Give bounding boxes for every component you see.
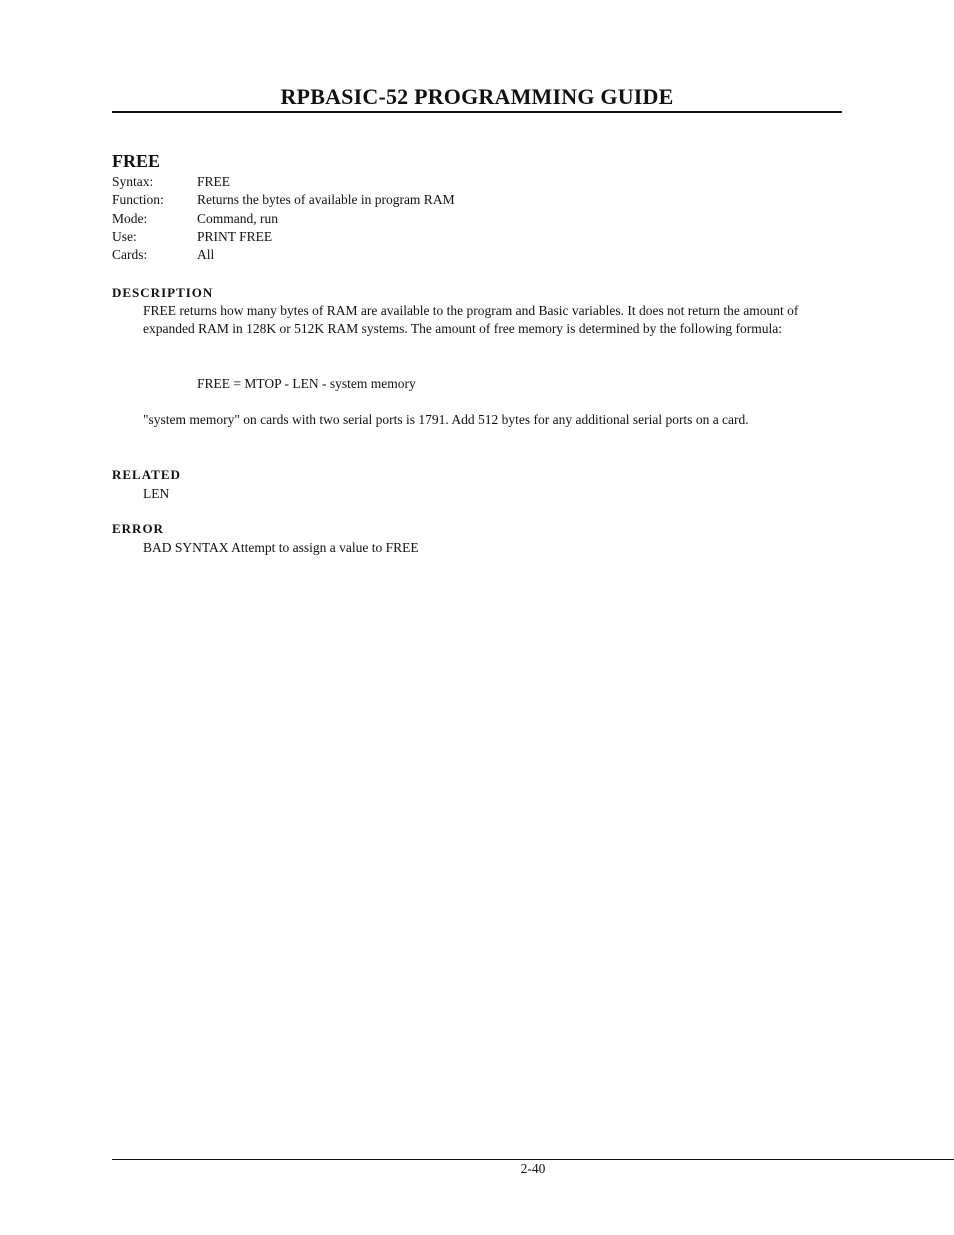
property-cards <box>112 246 455 264</box>
property-value: Command, run <box>197 210 278 226</box>
property-value: FREE <box>197 174 231 189</box>
property-label: Syntax: <box>112 174 154 189</box>
property-use <box>112 228 455 246</box>
property-function <box>112 191 455 209</box>
related-heading: RELATED <box>112 467 181 482</box>
entry-title: FREE <box>112 151 161 171</box>
property-mode <box>112 210 455 228</box>
header-rule <box>112 111 842 113</box>
page-number: 2-40 <box>520 1161 546 1176</box>
property-label: Use: <box>112 228 137 244</box>
page-header-title: RPBASIC-52 PROGRAMMING GUIDE <box>280 84 674 109</box>
property-value: PRINT FREE <box>197 228 273 244</box>
footer-rule <box>112 1159 954 1160</box>
property-label: Function: <box>112 192 164 208</box>
related-text: LEN <box>143 486 170 501</box>
description-paragraph-1: FREE returns how many bytes of RAM are available to the program and Basic variables. It does not return the amount of expanded RAM in 128K or 512K RAM systems. The amount of free memory is determined by the following formula: <box>143 303 799 337</box>
property-value: All <box>197 247 215 263</box>
formula: FREE = MTOP - LEN - system memory <box>197 376 416 391</box>
property-label: Mode: <box>112 210 148 226</box>
property-syntax <box>112 173 455 191</box>
error-heading: ERROR <box>112 521 164 536</box>
entry-properties <box>112 173 455 264</box>
property-label: Cards: <box>112 247 148 263</box>
description-heading: DESCRIPTION <box>112 285 214 300</box>
description-paragraph-2: "system memory" on cards with two serial ports is 1791. Add 512 bytes for any additional serial ports on a card. <box>143 412 749 427</box>
error-text: BAD SYNTAX Attempt to assign a value to FREE <box>143 540 419 555</box>
property-value: Returns the bytes of available in program RAM <box>197 192 455 208</box>
